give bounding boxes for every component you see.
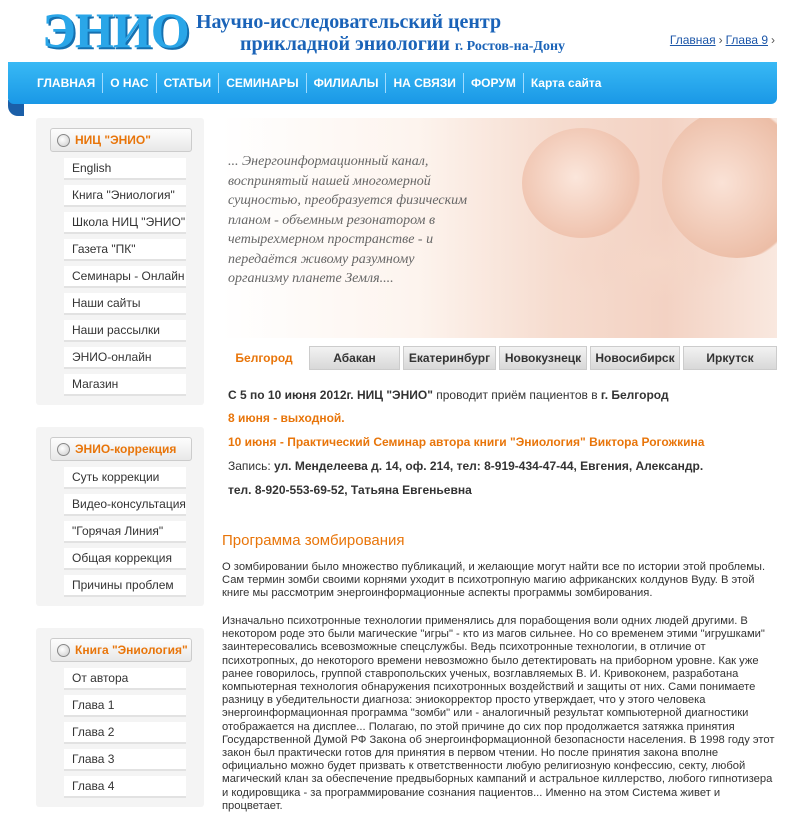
sidebar-item-chapter-4[interactable]: Глава 4	[64, 776, 186, 798]
sidebar-box-correction	[36, 427, 204, 606]
article-title: Программа зомбирования	[222, 532, 405, 549]
tab-ekaterinburg[interactable]: Екатеринбург	[403, 346, 496, 370]
sidebar-box-title-text: Книга "Эниология"	[75, 643, 188, 657]
sidebar-menu	[36, 668, 204, 798]
sidebar-item-from-author[interactable]: От автора	[64, 668, 186, 690]
breadcrumb-separator: ›	[718, 33, 723, 47]
nav-item-branches[interactable]: ФИЛИАЛЫ	[307, 73, 387, 93]
breadcrumb	[670, 33, 778, 47]
site-title-line2	[240, 33, 565, 58]
hero-image-baby	[522, 128, 642, 238]
breadcrumb-current-link[interactable]: Глава 9	[725, 33, 768, 47]
sidebar-item-causes[interactable]: Причины проблем	[64, 575, 186, 597]
tab-belgorod[interactable]: Белгород	[222, 346, 306, 370]
notice-city: г. Белгород	[600, 388, 669, 402]
hero-quote: ... Энергоинформационный канал, воспринятый нашей многомерной сущностью, преобразуется физическим планом - объемным резонатором в четырехмерном пространстве - и передаётся живому разумному организму планете Земля....	[228, 154, 468, 286]
globe-icon	[57, 644, 70, 657]
article-paragraph-1: О зомбировании было множество публикаций, и желающие могут найти все по истории этой проблемы. Сам термин зомби своими корнями уходит в психотропную магию африканских колдунов Вуду. В этой книге мы рассмотрим энергоинформационные аспекты программы зомбирования.	[222, 561, 766, 600]
sidebar-item-hotline[interactable]: "Горячая Линия"	[64, 521, 186, 543]
notice-line-2: 8 июня - выходной.	[228, 411, 345, 425]
sidebar-menu	[36, 158, 204, 396]
notice-line-3: 10 июня - Практический Семинар автора книги "Эниология" Виктора Рогожкина	[228, 435, 705, 449]
main-nav	[8, 62, 777, 104]
site-title-line1: Научно-исследовательский центр	[196, 11, 502, 33]
breadcrumb-separator-end: ›	[771, 33, 775, 47]
sidebar-item-essence[interactable]: Суть коррекции	[64, 467, 186, 489]
sidebar-box-center	[36, 118, 204, 405]
tab-novokuznetsk[interactable]: Новокузнецк	[499, 346, 587, 370]
sidebar-item-book[interactable]: Книга "Эниология"	[64, 185, 186, 207]
notice-address: ул. Менделеева д. 14, оф. 214, тел: 8-919-434-47-44, Евгения, Александр.	[274, 459, 704, 473]
sidebar-item-chapter-3[interactable]: Глава 3	[64, 749, 186, 771]
sidebar-box-title	[50, 638, 192, 662]
breadcrumb-home-link[interactable]: Главная	[669, 33, 716, 47]
tab-novosibirsk[interactable]: Новосибирск	[590, 346, 680, 370]
notice-text: проводит приём пациентов в	[432, 388, 601, 402]
globe-icon	[57, 134, 70, 147]
sidebar-box-book	[36, 628, 204, 807]
nav-item-contact[interactable]: НА СВЯЗИ	[386, 73, 463, 93]
tab-abakan[interactable]: Абакан	[309, 346, 400, 370]
header	[0, 0, 800, 62]
site-logo[interactable]: ЭНИО	[42, 2, 189, 58]
tab-irkutsk[interactable]: Иркутск	[683, 346, 777, 370]
sidebar-item-enio-online[interactable]: ЭНИО-онлайн	[64, 347, 186, 369]
sidebar-item-general[interactable]: Общая коррекция	[64, 548, 186, 570]
sidebar-item-chapter-2[interactable]: Глава 2	[64, 722, 186, 744]
sidebar-box-title	[50, 128, 192, 152]
sidebar-box-title	[50, 437, 192, 461]
sidebar-item-seminars-online[interactable]: Семинары - Онлайн	[64, 266, 186, 288]
notice-dates: С 5 по 10 июня 2012г. НИЦ "ЭНИО"	[228, 388, 433, 402]
globe-icon	[57, 443, 70, 456]
site-title-text: прикладной эниологии	[240, 33, 450, 55]
sidebar-item-mailings[interactable]: Наши рассылки	[64, 320, 186, 342]
sidebar-box-title-text: ЭНИО-коррекция	[75, 442, 177, 456]
sidebar-item-chapter-1[interactable]: Глава 1	[64, 695, 186, 717]
nav-item-articles[interactable]: СТАТЬИ	[157, 73, 220, 93]
sidebar-box-title-text: НИЦ "ЭНИО"	[75, 133, 151, 147]
nav-item-sitemap[interactable]: Карта сайта	[530, 76, 602, 90]
sidebar	[36, 118, 204, 829]
nav-item-home[interactable]: ГЛАВНАЯ	[30, 73, 103, 93]
notice-line-5: тел. 8-920-553-69-52, Татьяна Евгеньевна	[228, 483, 472, 497]
nav-item-about[interactable]: О НАС	[103, 73, 156, 93]
sidebar-item-our-sites[interactable]: Наши сайты	[64, 293, 186, 315]
sidebar-item-school[interactable]: Школа НИЦ "ЭНИО"	[64, 212, 186, 234]
sidebar-menu	[36, 467, 204, 597]
sidebar-item-shop[interactable]: Магазин	[64, 374, 186, 396]
article-paragraph-2: Изначально психотронные технологии применялись для порабощения воли одних людей другими. В некотором роде это были магические "игры" - кто из магов сильнее. Но со временем этими "игрушками" заинтересовались всевозможные спецслужбы. Ведь психотронные технологии, в отличие от психотропных, до некоторого времени невозможно было детектировать на приборном уровне. Как уже ранее говорилось, группой ставропольских ученых, возглавляемых В. И. Кривоконем, разработана компьютерная технология обнаружения психотронных воздействий и защиты от них. Сами понимаете разницу в убедительности диагноза: эниокорректор просто утверждает, что у этого человека энергоинформационная программа "зомби" или - аналогичный результат компьютерной диагностики отображается на дисплее... Полагаю, по этой причине до сих пор продолжается затяжка принятия Государственной Думой РФ Закона об энергоинформационной безопасности населения. В 1998 году этот закон был практически готов для принятия в первом чтении. Но после принятия закона вполне официально можно будет призвать к ответственности любую религиозную конфессию, секту, любой магический клан за обеспечение предвыборных кампаний и астральное киллерство, любого гипнотизера и кодировщика - за программирование сознания пациентов... Именно на этом Система живет и процветает.	[222, 615, 775, 812]
notice-line-1	[228, 388, 669, 402]
city-tabs	[222, 346, 777, 370]
site-city: г. Ростов-на-Дону	[454, 39, 566, 54]
notice-line-4	[228, 459, 703, 473]
hero-banner	[222, 118, 777, 338]
sidebar-item-english[interactable]: English	[64, 158, 186, 180]
notice-label: Запись:	[228, 459, 275, 473]
sidebar-item-newspaper[interactable]: Газета "ПК"	[64, 239, 186, 261]
sidebar-item-video[interactable]: Видео-консультация	[64, 494, 186, 516]
nav-item-forum[interactable]: ФОРУМ	[464, 73, 524, 93]
nav-item-seminars[interactable]: СЕМИНАРЫ	[219, 73, 306, 93]
